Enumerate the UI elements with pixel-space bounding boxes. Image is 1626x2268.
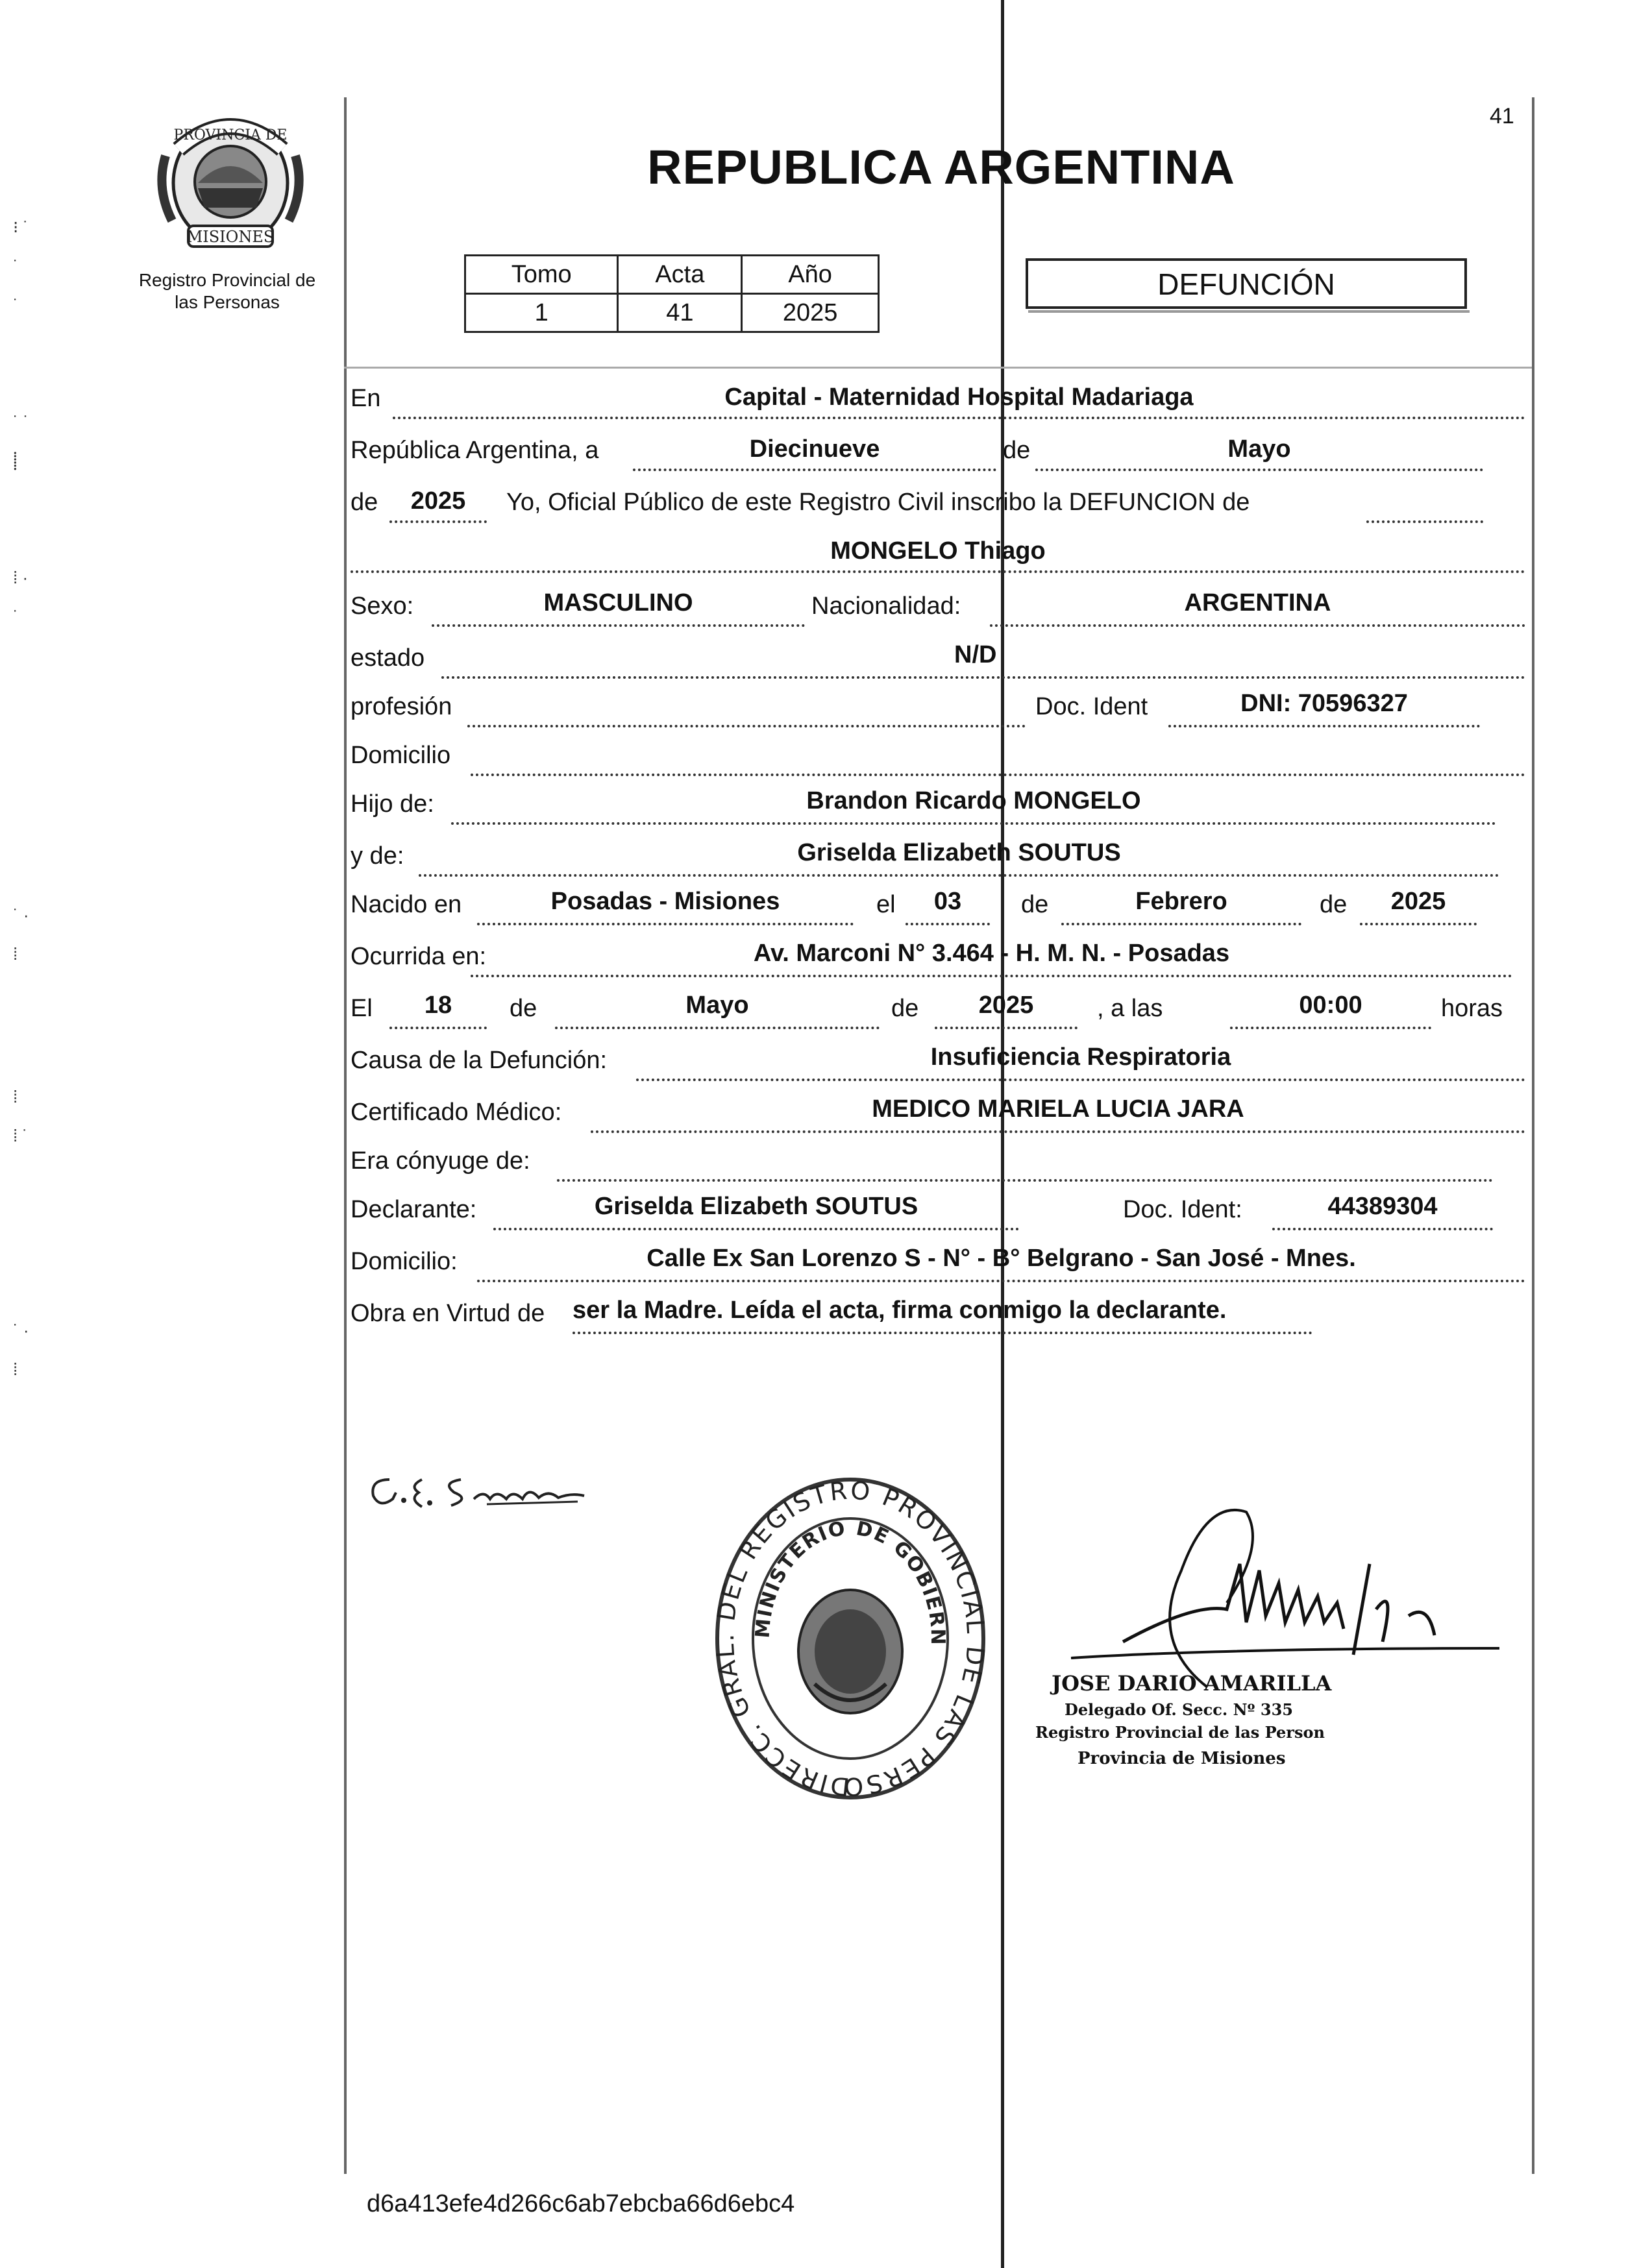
stamp-inner-text: MINISTERIO DE GOBIERN (751, 1517, 950, 1646)
right-margin-line (1532, 97, 1534, 2174)
sexo-label: Sexo: (351, 592, 414, 620)
birth-day-value: 03 (933, 888, 962, 915)
conyuge-label: Era cónyuge de: (351, 1147, 530, 1175)
death-month-value: Mayo (685, 992, 749, 1019)
decl-doc-label: Doc. Ident: (1123, 1196, 1242, 1223)
declarante-label: Declarante: (351, 1196, 477, 1223)
profesion-label: profesión (351, 693, 452, 720)
province-seal (153, 110, 308, 260)
record-table-header-row (465, 256, 879, 294)
official-line3: Provincia de Misiones (1078, 1749, 1286, 1768)
death-de2-label: de (891, 995, 919, 1022)
registry-name: Registro Provincial de las Personas (138, 270, 316, 312)
birth-year-value: 2025 (1390, 888, 1446, 915)
value-acta: 41 (618, 294, 742, 332)
month-value: Mayo (1227, 435, 1291, 463)
official-line1: Delegado Of. Secc. Nº 335 (1065, 1700, 1293, 1719)
record-table-value-row (465, 294, 879, 332)
conyuge-field (557, 1151, 1493, 1182)
record-type-box-shadow (1028, 310, 1470, 313)
y-de-label: y de: (351, 842, 404, 870)
year-value: 2025 (410, 487, 466, 515)
day-words-value: Diecinueve (749, 435, 880, 463)
mother-value: Griselda Elizabeth SOUTUS (797, 839, 1121, 866)
el2-label: El (351, 995, 373, 1022)
doctor-value: MEDICO MARIELA LUCIA JARA (872, 1095, 1244, 1123)
official-stamp (711, 1470, 990, 1807)
scan-specks: ⁝ ˙ ˙ ˙ ˙ ˙ ⸽ ⁞ · ˙ ˙ · ⁞ ⁞ ⁞ ˙ ˙ · ⁞ (13, 217, 29, 1379)
de-year-label: de (351, 489, 378, 516)
value-anio: 2025 (742, 294, 879, 332)
a-las-label: , a las (1097, 995, 1163, 1022)
sexo-value: MASCULINO (543, 589, 693, 616)
value-tomo: 1 (465, 294, 618, 332)
fold-line (1001, 0, 1004, 2268)
svg-text:MISIONES: MISIONES (186, 228, 275, 246)
father-value: Brandon Ricardo MONGELO (806, 787, 1141, 814)
death-de-label: de (510, 995, 537, 1022)
de-label: de (1003, 437, 1031, 464)
profesion-field (467, 696, 1026, 727)
document-hash: d6a413efe4d266c6ab7ebcba66d6ebc4 (367, 2190, 795, 2217)
birth-month-value: Febrero (1135, 888, 1227, 915)
header-anio: Año (742, 256, 879, 294)
estado-label: estado (351, 644, 425, 672)
svg-text:PROVINCIA DE: PROVINCIA DE (173, 127, 288, 143)
horas-label: horas (1441, 995, 1503, 1022)
causa-label: Causa de la Defunción: (351, 1047, 608, 1074)
obra-label: Obra en Virtud de (351, 1300, 545, 1327)
header-acta: Acta (618, 256, 742, 294)
deceased-name-value: MONGELO Thiago (830, 537, 1046, 565)
birth-de-label: de (1021, 891, 1049, 918)
death-time-value: 00:00 (1299, 992, 1362, 1019)
official-name: JOSE DARIO AMARILLA (1052, 1671, 1332, 1696)
place-value: Capital - Maternidad Hospital Madariaga (724, 384, 1194, 411)
el-label: el (876, 891, 896, 918)
record-type-box: DEFUNCIÓN (1026, 258, 1467, 309)
left-margin-line (344, 97, 347, 2174)
decl-domicilio-label: Domicilio: (351, 1248, 458, 1275)
inscribo-trailing-field (1366, 492, 1483, 523)
page-number: 41 (1490, 104, 1514, 128)
birth-place-value: Posadas - Misiones (550, 888, 780, 915)
header-tomo: Tomo (465, 256, 618, 294)
republica-label: República Argentina, a (351, 437, 599, 464)
inscribo-text: Yo, Oficial Público de este Registro Civil inscribo la DEFUNCION de (506, 489, 1250, 516)
nacionalidad-label: Nacionalidad: (811, 592, 961, 620)
death-day-value: 18 (424, 992, 452, 1019)
domicilio-label: Domicilio (351, 742, 451, 769)
death-year-value: 2025 (978, 992, 1034, 1019)
hijo-label: Hijo de: (351, 790, 434, 818)
doc-ident-label: Doc. Ident (1035, 693, 1148, 720)
birth-de2-label: de (1320, 891, 1348, 918)
declarant-signature (363, 1460, 597, 1518)
obra-value: ser la Madre. Leída el acta, firma conmigo la declarante. (573, 1297, 1227, 1324)
death-place-value: Av. Marconi N° 3.464 - H. M. N. - Posadas (753, 940, 1230, 967)
ocurrida-label: Ocurrida en: (351, 943, 487, 970)
nacionalidad-value: ARGENTINA (1184, 589, 1331, 616)
en-label: En (351, 385, 381, 412)
declarant-doc-value: 44389304 (1327, 1193, 1438, 1220)
doc-ident-value: DNI: 70596327 (1240, 690, 1408, 717)
estado-value: N/D (954, 641, 997, 668)
domicilio-field (471, 745, 1525, 776)
form-top-rule (344, 367, 1532, 369)
cause-value: Insuficiencia Respiratoria (930, 1043, 1231, 1071)
record-table (464, 254, 880, 333)
stamp-ring-text: DIRECC. GRAL. DEL REGISTRO PROVINCIAL DE LAS PERSO (711, 1476, 990, 1801)
declarant-value: Griselda Elizabeth SOUTUS (594, 1193, 918, 1220)
certificado-label: Certificado Médico: (351, 1099, 562, 1126)
official-line2: Registro Provincial de las Person (1035, 1723, 1325, 1742)
country-title: REPUBLICA ARGENTINA (647, 140, 1235, 194)
declarant-address-value: Calle Ex San Lorenzo S - N° - B° Belgrano - San José - Mnes. (647, 1245, 1356, 1272)
nacido-label: Nacido en (351, 891, 462, 918)
